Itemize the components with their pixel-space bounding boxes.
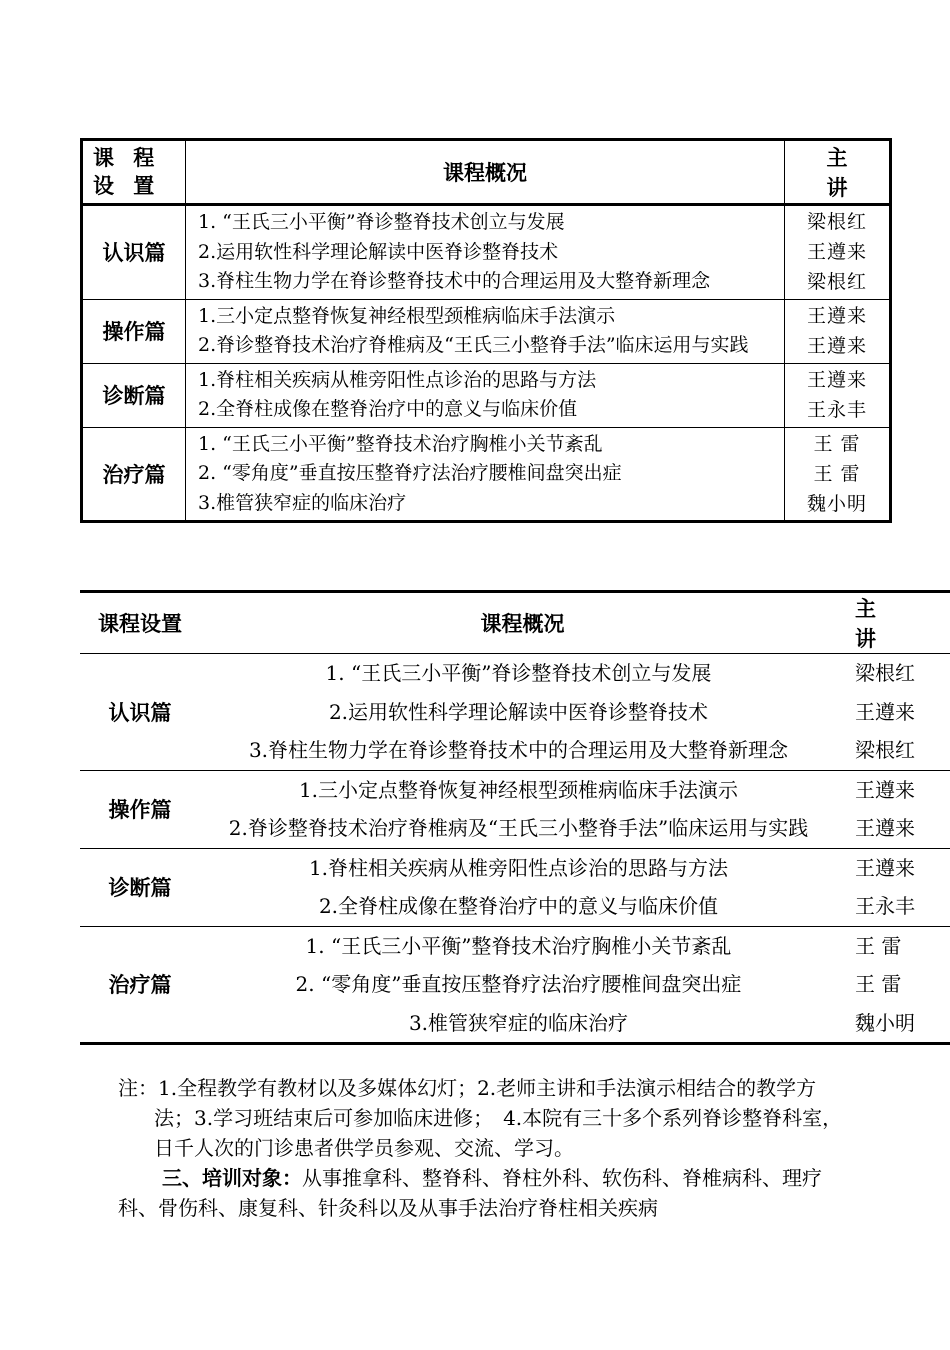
lecturer-name: 王永丰	[855, 894, 915, 918]
section-label: 认识篇	[80, 654, 200, 771]
table-row	[82, 299, 891, 363]
course-item: 1. “王氏三小平衡”整脊技术治疗胸椎小关节紊乱	[305, 933, 732, 958]
course-item: 1.三小定点整脊恢复神经根型颈椎病临床手法演示	[198, 304, 616, 327]
section-label: 治疗篇	[82, 427, 186, 522]
trainees-paragraph	[118, 1163, 848, 1223]
header-lecturer: 主 讲	[845, 592, 950, 654]
lecturer-name: 魏小明	[806, 492, 867, 515]
section-label: 诊断篇	[80, 848, 200, 926]
course-items	[186, 299, 785, 363]
course-item: 2.脊诊整脊技术治疗脊椎病及“王氏三小整脊手法”临床运用与实践	[228, 816, 809, 840]
lecturer-name: 王遵来	[855, 855, 915, 880]
course-table-boxed	[80, 138, 892, 523]
course-item: 2.脊诊整脊技术治疗脊椎病及“王氏三小整脊手法”临床运用与实践	[198, 334, 749, 356]
section-label: 操作篇	[82, 299, 186, 363]
course-items	[186, 427, 785, 522]
table-header-row	[82, 140, 891, 205]
lecturer-name: 王遵来	[855, 777, 915, 802]
lecturer-name: 王 雷	[813, 462, 861, 485]
header-overview: 课程概况	[186, 140, 785, 205]
course-items	[186, 205, 785, 300]
header-lecturer: 主 讲	[785, 140, 891, 205]
course-table-open	[80, 590, 950, 1045]
table-row	[80, 926, 950, 1044]
lecturer-name: 王 雷	[855, 933, 902, 958]
lecturer-name: 王永丰	[806, 399, 867, 421]
section-label: 操作篇	[80, 770, 200, 848]
table-header-row	[80, 592, 950, 654]
course-item: 1.脊柱相关疾病从椎旁阳性点诊治的思路与方法	[308, 855, 729, 880]
notes-section	[118, 1073, 848, 1223]
course-item: 3.脊柱生物力学在脊诊整脊技术中的合理运用及大整脊新理念	[248, 738, 789, 762]
course-items	[200, 654, 845, 771]
course-items	[200, 770, 845, 848]
course-items	[186, 363, 785, 427]
trainees-label: 三、培训对象：	[162, 1166, 302, 1190]
course-note: 注：1.全程教学有教材以及多媒体幻灯；2.老师主讲和手法演示相结合的教学方法；3.学习班结束后可参加临床进修； 4.本院有三十多个系列脊诊整脊科室，日千人次的门诊患者供学员参观、交流、学习。	[118, 1076, 843, 1160]
header-overview: 课程概况	[200, 592, 845, 654]
course-item: 2.全脊柱成像在整脊治疗中的意义与临床价值	[318, 894, 719, 918]
lecturer-name: 梁根红	[855, 738, 915, 762]
lecturers	[785, 427, 891, 522]
table-row	[82, 363, 891, 427]
course-item: 1. “王氏三小平衡”脊诊整脊技术创立与发展	[325, 661, 712, 685]
lecturer-name: 王遵来	[806, 305, 867, 327]
course-item: 2.全脊柱成像在整脊治疗中的意义与临床价值	[198, 398, 578, 420]
header-section: 课程设置	[80, 592, 200, 654]
course-item: 2.运用软性科学理论解读中医脊诊整脊技术	[198, 240, 559, 263]
lecturer-name: 梁根红	[806, 211, 867, 234]
lecturer-name: 王遵来	[806, 241, 867, 264]
section-label: 诊断篇	[82, 363, 186, 427]
table-row	[82, 427, 891, 522]
lecturer-name: 王 雷	[813, 432, 861, 455]
course-item: 1.三小定点整脊恢复神经根型颈椎病临床手法演示	[298, 777, 739, 802]
course-item: 1.脊柱相关疾病从椎旁阳性点诊治的思路与方法	[198, 368, 597, 391]
table-row	[80, 848, 950, 926]
course-item: 3.椎管狭窄症的临床治疗	[408, 1010, 629, 1035]
course-item: 2.运用软性科学理论解读中医脊诊整脊技术	[328, 699, 709, 724]
lecturer-name: 梁根红	[855, 661, 915, 685]
lecturers	[785, 299, 891, 363]
lecturers	[845, 770, 950, 848]
lecturers	[845, 848, 950, 926]
course-items	[200, 848, 845, 926]
course-items	[200, 926, 845, 1044]
course-item: 3.脊柱生物力学在脊诊整脊技术中的合理运用及大整脊新理念	[198, 270, 711, 292]
table-row	[82, 205, 891, 300]
lecturer-name: 王 雷	[855, 972, 902, 996]
lecturer-name: 王遵来	[855, 699, 915, 724]
course-item: 3.椎管狭窄症的临床治疗	[198, 491, 407, 514]
course-item: 2. “零角度”垂直按压整脊疗法治疗腰椎间盘突出症	[198, 462, 622, 484]
lecturer-name: 王遵来	[855, 816, 915, 840]
section-label: 治疗篇	[108, 973, 172, 998]
table-row	[80, 654, 950, 771]
trainees-text: 从事推拿科、整脊科、脊柱外科、软伤科、脊椎病科、理疗科、骨伤科、康复科、针灸科以及从事手法治疗脊柱相关疾病	[118, 1166, 822, 1220]
lecturers	[785, 363, 891, 427]
section-label: 认识篇	[82, 205, 186, 300]
lecturer-name: 王遵来	[806, 335, 867, 357]
lecturers	[845, 926, 950, 1044]
course-item: 1. “王氏三小平衡”整脊技术治疗胸椎小关节紊乱	[198, 432, 603, 455]
lecturers	[845, 654, 950, 771]
lecturers	[785, 205, 891, 300]
header-section: 课 程 设 置	[82, 140, 186, 205]
table-row	[80, 770, 950, 848]
lecturer-name: 梁根红	[806, 271, 867, 294]
course-item: 2. “零角度”垂直按压整脊疗法治疗腰椎间盘突出症	[295, 972, 742, 996]
course-item: 1. “王氏三小平衡”脊诊整脊技术创立与发展	[198, 211, 565, 233]
lecturer-name: 王遵来	[806, 369, 867, 391]
lecturer-name: 魏小明	[855, 1010, 915, 1035]
